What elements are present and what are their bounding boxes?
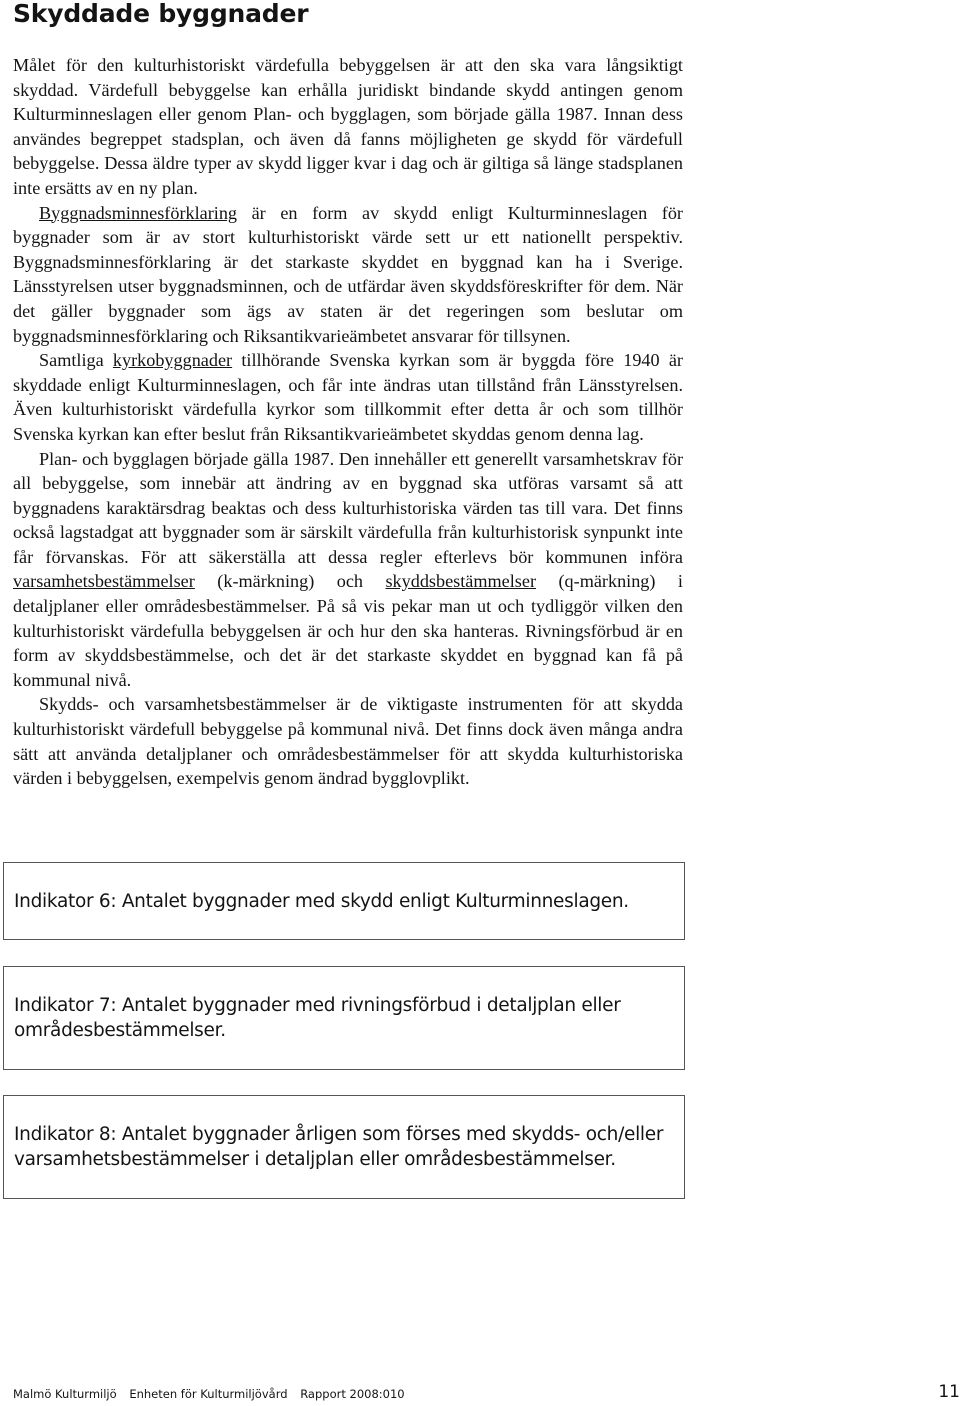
- link-byggnadsminnesforklaring[interactable]: Byggnadsminnesförklaring: [39, 202, 238, 223]
- paragraph-pbl: [13, 447, 683, 693]
- indicator-box-7: [3, 966, 685, 1070]
- paragraph-byggnadsminne-text: är en form av skydd enligt Kulturminneslagen för byggnader som är av stort kulturhistoriskt värde sett ur ett nationellt perspektiv. Byggnadsminnesförklaring är det starkaste skyddet en byggnad kan ha i Sverige. Länsstyrelsen utser byggnadsminnen, och de utfärdar även skyddsföreskrifter för dem. När det gäller byggnader som ägs av staten är det regeringen som beslutar om byggnadsminnesförklaring och Riksantikvarieämbetet ansvarar för tillsynen.: [13, 202, 683, 346]
- footer: [13, 1386, 414, 1402]
- indicator-text-7: Indikator 7: Antalet byggnader med rivningsförbud i detaljplan eller områdesbestämmelser.: [14, 995, 621, 1041]
- paragraph-kyrko-text: tillhörande Svenska kyrkan som är byggda före 1940 är skyddade enligt Kulturminneslagen, och får inte ändras utan tillstånd från Länsstyrelsen. Även kulturhistoriskt värdefulla kyrkor som tillkommit efter detta år och som tillhör Svenska kyrkan kan efter beslut från Riksantikvarieämbetet skyddas genom denna lag.: [13, 350, 683, 444]
- link-skyddsbestammelser[interactable]: skyddsbestämmelser: [385, 571, 537, 592]
- paragraph-kyrko-lead: Samtliga: [39, 350, 113, 371]
- footer-report: Rapport 2008:010: [300, 1387, 405, 1401]
- paragraph-pbl-mid: (k-märkning) och: [194, 571, 386, 592]
- paragraph-byggnadsminne: [13, 201, 683, 349]
- body-text: [13, 53, 683, 791]
- indicator-text-6: Indikator 6: Antalet byggnader med skydd enligt Kulturminneslagen.: [14, 891, 629, 912]
- page-number: 11: [938, 1382, 960, 1402]
- paragraph-pbl-lead: Plan- och bygglagen började gälla 1987. Den innehåller ett generellt varsamhetskrav för all bebyggelse, som innebär att ändring av en byggnad ska utföras varsamt så att byggnadens karaktärsdrag beaktas och dess kulturhistoriska värden tas till vara. Det finns också lagstadgat att byggnader som är särskilt värdefulla från kulturhistorisk synpunkt inte får förvanskas. För att säkerställa att dessa regler efterlevs bör kommunen införa: [13, 448, 683, 567]
- paragraph-skydds-varsamhet-text: Skydds- och varsamhetsbestämmelser är de viktigaste instrumenten för att skydda kulturhistoriskt värdefull bebyggelse på kommunal nivå. Det finns dock även många andra sätt att använda detaljplaner och områdesbestämmelser för att skydda kulturhistoriska värden i bebyggelsen, exempelvis genom ändrad bygglovplikt.: [13, 694, 683, 789]
- paragraph-intro: [13, 53, 683, 201]
- indicator-text-8: Indikator 8: Antalet byggnader årligen som förses med skydds- och/eller varsamhetsbestämmelser i detaljplan eller områdesbestämmelser.: [14, 1124, 664, 1170]
- paragraph-pbl-text: (q-märkning) i detaljplaner eller områdesbestämmelser. På så vis pekar man ut och tydliggör vilken den kulturhistoriskt värdefulla bebyggelsen är och hur den ska hanteras. Rivningsförbud är en form av skyddsbestämmelse, och det är det starkaste skyddet en byggnad kan få på kommunal nivå.: [13, 571, 683, 690]
- page-title: Skyddade byggnader: [13, 0, 309, 28]
- indicator-box-6: [3, 862, 685, 940]
- paragraph-intro-text: Målet för den kulturhistoriskt värdefulla bebyggelsen är att den ska vara långsiktigt skyddad. Värdefull bebyggelse kan erhålla juridiskt bindande skydd antingen genom Kulturminneslagen eller genom Plan- och bygglagen, som började gälla 1987. Innan dess användes begreppet stadsplan, och även då fanns möjligheten ge skydd för värdefull bebyggelse. Dessa äldre typer av skydd ligger kvar i dag och är giltiga så länge stadsplanen inte ersätts av en ny plan.: [13, 55, 683, 198]
- footer-org: Malmö Kulturmiljö: [13, 1387, 117, 1401]
- indicator-box-8: [3, 1095, 685, 1199]
- footer-unit: Enheten för Kulturmiljövård: [129, 1387, 288, 1401]
- paragraph-kyrkobyggnader: [13, 348, 683, 446]
- link-kyrkobyggnader[interactable]: kyrkobyggnader: [112, 350, 233, 371]
- paragraph-skydds-varsamhet: [13, 692, 683, 790]
- link-varsamhetsbestammelser[interactable]: varsamhetsbestämmelser: [13, 571, 195, 592]
